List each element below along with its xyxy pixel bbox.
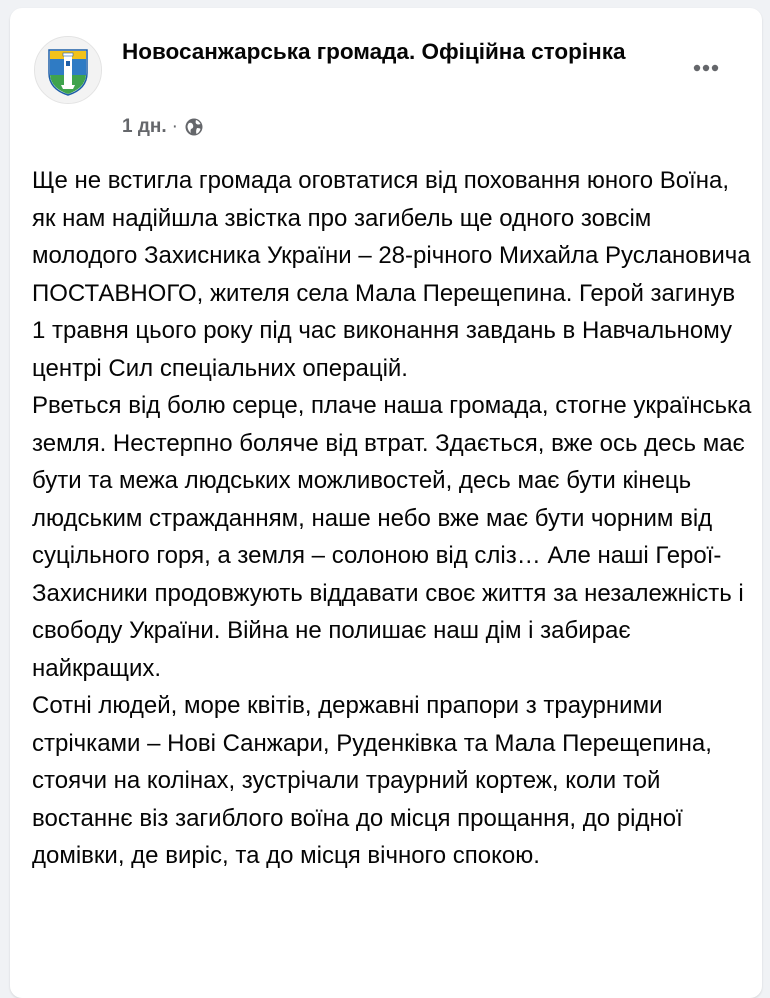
more-options-button[interactable] xyxy=(686,48,726,88)
page-avatar[interactable] xyxy=(34,36,102,104)
more-dots-icon xyxy=(693,64,719,72)
page-name-link[interactable]: Новосанжарська громада. Офіційна сторінка xyxy=(122,39,626,64)
post-timestamp[interactable]: 1 дн. xyxy=(122,116,167,137)
post-card xyxy=(10,8,762,998)
meta-separator: · xyxy=(171,116,178,137)
post-text: Ще не встигла громада оговтатися від поховання юного Воїна, як нам надійшла звістка про загибель ще одного зовсім молодого Захисника України – 28-річного Михайла Руслановича ПОСТАВНОГО, жителя села Мала Перещепина. Герой загинув 1 травня цього року під час виконання завдань в Навчальному центрі Сил спеціальних операцій. Рветься від болю серце, плаче наша громада, стогне українська земля. Нестерпно боляче від втрат. Здається, вже ось десь має бути та межа людських можливостей, десь має бути кінець людським стражданням, наше небо вже має бути чорним від суцільного горя, а земля – солоною від сліз… Але наші Герої-Захисники продовжують віддавати своє життя за незалежність і свободу України. Війна не полишає наш дім і забирає найкращих. Сотні людей, море квітів, державні прапори з траурними стрічками – Нові Санжари, Руденківка та Мала Перещепина, стоячи на колінах, зустрічали траурний кортеж, коли той востаннє віз загиблого воїна до місця прощання, до рідної домівки, де виріс, та до місця вічного спокою. xyxy=(32,167,752,869)
coat-of-arms-icon xyxy=(35,37,101,103)
globe-icon[interactable] xyxy=(184,117,204,137)
post-meta xyxy=(122,112,204,142)
